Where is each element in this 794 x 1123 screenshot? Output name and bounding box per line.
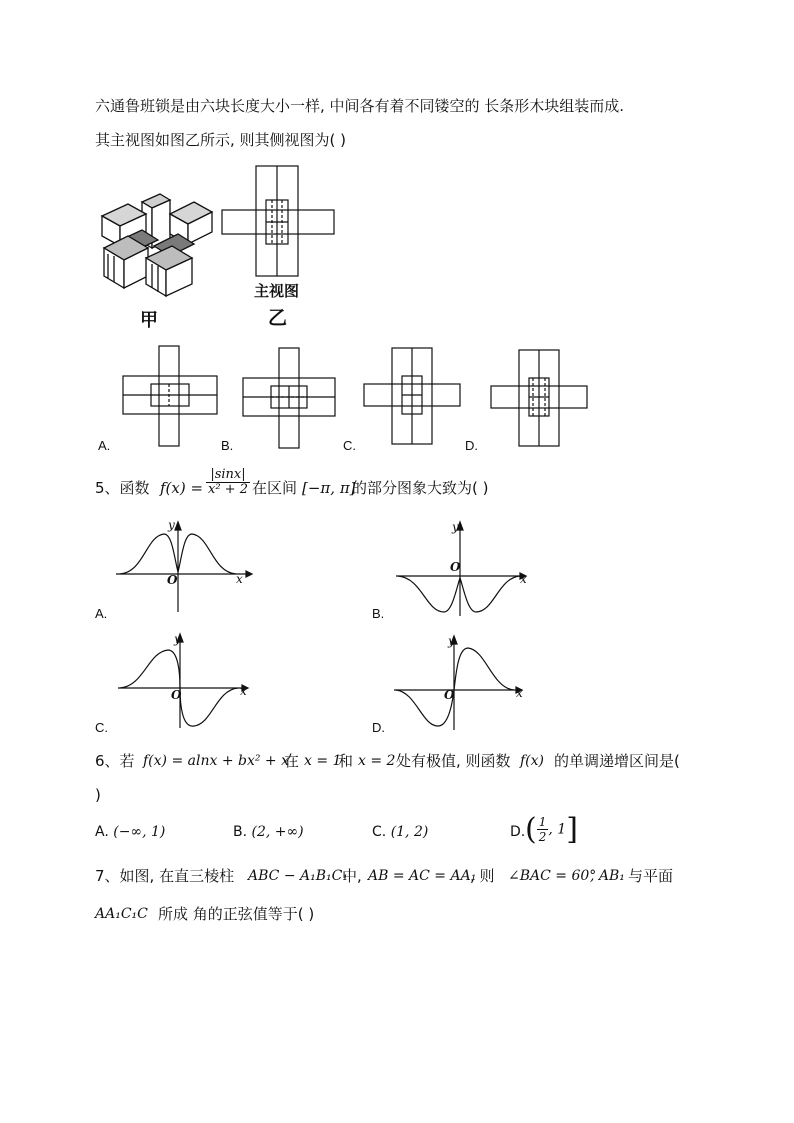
q4-line1: 六通鲁班锁是由六块长度大小一样, 中间各有着不同镂空的 长条形木块组装而成. [95, 97, 625, 115]
q4-option-c: C. [343, 438, 356, 453]
q5-b-origin: O [450, 560, 461, 574]
q5-c-origin: O [171, 688, 182, 702]
q4-option-b-figure [243, 348, 335, 448]
q6-number: 6、若 [95, 752, 135, 770]
q6-d-frac-num: 1 [538, 815, 547, 829]
q6-and: 和 [338, 752, 354, 770]
fig-jia-label: 甲 [140, 310, 158, 331]
q5-fraction-numerator: |sinx| [206, 468, 250, 483]
q6-option-d-label: D. [510, 824, 526, 840]
q6-option-a [95, 822, 165, 842]
q5-number: 5、函数 [95, 479, 150, 497]
q7-tail: 所成 角的正弦值等于( ) [158, 905, 315, 923]
q4-option-d: D. [465, 438, 478, 453]
q5-graph-a [116, 520, 256, 612]
q6-option-a-value: (−∞, 1) [113, 824, 166, 840]
q6-option-b-value: (2, +∞) [251, 824, 304, 840]
q5-b-y-label: y [452, 520, 459, 534]
q5-tail: 的部分图象大致为( ) [352, 479, 489, 497]
q6-d-upper: 1 [557, 821, 567, 838]
q7-number: 7、如图, 在直三棱柱 [95, 867, 235, 885]
q5-fx: f(x) = [160, 479, 204, 497]
q5-fraction-denominator: x² + 2 [208, 482, 248, 497]
q7-ze: , 则 [470, 867, 495, 885]
q5-d-x-label: x [516, 686, 523, 700]
q4-option-d-figure [491, 350, 587, 446]
q5-b-x-label: x [520, 572, 527, 586]
q5-fraction [206, 468, 250, 497]
q6-option-b [233, 822, 304, 842]
q7-yu: 与平面 [628, 867, 674, 885]
q5-c-y-label: y [174, 632, 181, 646]
q5-option-c: C. [95, 720, 108, 735]
front-view-figure [222, 166, 334, 276]
q6-expr: f(x) = alnx + bx² + x [143, 753, 289, 769]
q4-option-c-figure [364, 348, 460, 444]
q6-option-d [510, 822, 525, 842]
q6-x1: x = 1 [304, 753, 342, 769]
q5-a-origin: O [167, 573, 178, 587]
fig-yi-label: 乙 [268, 307, 288, 329]
q5-graph-b [396, 520, 532, 616]
q5-interval: [−π, π] [302, 479, 356, 497]
q6-fx: f(x) [520, 753, 545, 769]
q5-d-y-label: y [448, 634, 455, 648]
q4-option-a-figure [123, 346, 217, 446]
q6-mid1: 在 [284, 752, 300, 770]
q6-d-frac-den: 2 [538, 830, 547, 844]
q7-prism: ABC − A₁B₁C₁ [248, 868, 348, 884]
q4-option-b: B. [221, 438, 234, 453]
luban-lock-figure [98, 188, 218, 300]
q5-graph-c [118, 632, 256, 728]
q6-x2: x = 2 [358, 753, 396, 769]
q5-graph-d [394, 634, 528, 730]
q5-option-b: B. [372, 606, 385, 621]
q5-a-y-label: y [168, 518, 175, 532]
q5-option-d: D. [372, 720, 385, 735]
q6-option-c-value: (1, 2) [390, 824, 429, 840]
q7-plane: AA₁C₁C [95, 906, 148, 922]
fig-yi-caption: 主视图 [254, 282, 300, 300]
q5-option-a: A. [95, 606, 108, 621]
q7-angle: ∠BAC = 60° [508, 868, 597, 884]
q6-option-d-value: ( $\frac{1}{2}$ , 1] [525, 812, 578, 847]
q6-option-a-label: A. [95, 824, 109, 840]
q5-a-x-label: x [236, 572, 243, 586]
q6-close: ) [95, 786, 101, 804]
q6-mid2: 处有极值, 则函数 [396, 752, 511, 770]
q6-option-c [372, 822, 428, 842]
q7-zhong: 中, [342, 867, 362, 885]
q6-tail: 的单调递增区间是( [554, 752, 680, 770]
q4-option-a: A. [98, 438, 111, 453]
q5-d-origin: O [444, 688, 455, 702]
q5-c-x-label: x [240, 684, 247, 698]
q7-eq: AB = AC = AA₁ [368, 868, 477, 884]
q4-line2: 其主视图如图乙所示, 则其侧视图为( ) [95, 131, 347, 149]
q6-option-c-label: C. [372, 824, 387, 840]
q7-ab1: , AB₁ [590, 868, 625, 884]
q6-option-b-label: B. [233, 824, 248, 840]
q5-mid: 在区间 [252, 479, 298, 497]
